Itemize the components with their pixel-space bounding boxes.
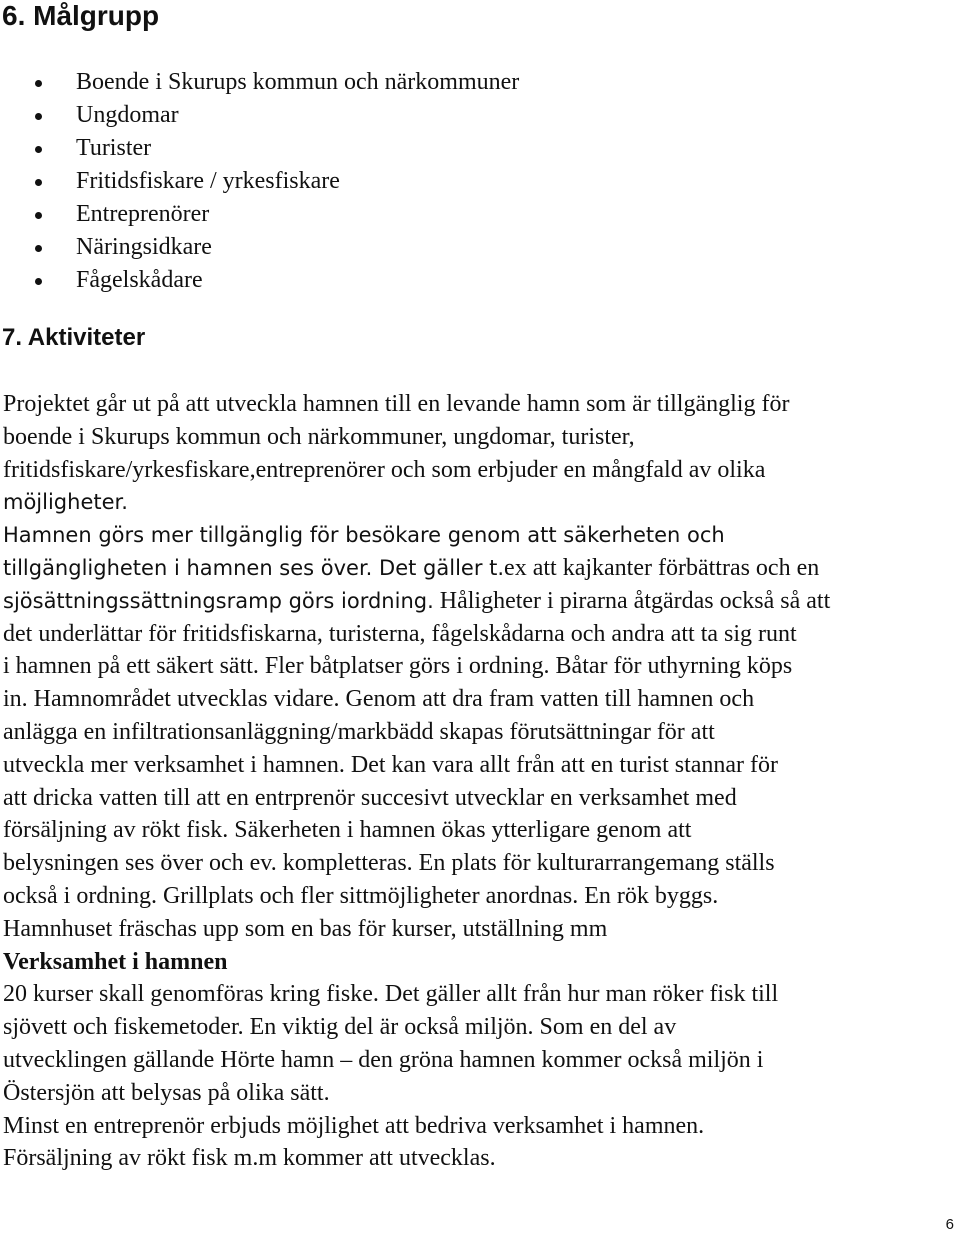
section-7-heading: 7. Aktiviteter	[2, 324, 146, 351]
text-line: in. Hamnområdet utvecklas vidare. Genom att dra fram vatten till hamnen och	[3, 686, 755, 713]
bullet-icon	[35, 80, 42, 87]
text-line: 20 kurser skall genomföras kring fiske. Det gäller allt från hur man röker fisk till	[3, 981, 779, 1008]
page-number: 6	[945, 1216, 954, 1233]
text-line: boende i Skurups kommun och närkommuner, ungdomar, turister,	[3, 423, 635, 450]
list-item: Ungdomar	[0, 99, 519, 132]
text-line: det underlättar för fritidsfiskarna, turisterna, fågelskådarna och andra att ta sig runt	[3, 620, 797, 647]
text-line: Hamnen görs mer tillgänglig för besökare genom att säkerheten och	[3, 523, 725, 548]
text-line: Försäljning av rökt fisk m.m kommer att utvecklas.	[3, 1145, 496, 1172]
text-fragment: Håligheter i pirarna åtgärdas också så att	[433, 587, 831, 614]
list-item: Boende i Skurups kommun och närkommuner	[0, 66, 519, 99]
list-item: Entreprenörer	[0, 198, 519, 231]
bullet-icon	[35, 212, 42, 219]
activities-body	[3, 388, 953, 1175]
text-line: Östersjön att belysas på olika sätt.	[3, 1079, 330, 1106]
list-item: Fågelskådare	[0, 264, 519, 297]
text-line	[3, 585, 953, 618]
text-line: utveckla mer verksamhet i hamnen. Det kan vara allt från att en turist stannar för	[3, 751, 779, 778]
text-line: anlägga en infiltrationsanläggning/markbädd skapas förutsättningar för att	[3, 718, 715, 745]
text-line: i hamnen på ett säkert sätt. Fler båtplatser görs i ordning. Båtar för uthyrning köps	[3, 653, 793, 680]
text-fragment: tillgängligheten i hamnen ses över. Det gäller t.	[3, 555, 505, 580]
bullet-icon	[35, 113, 42, 120]
text-line: att dricka vatten till att en entrprenör succesivt utvecklar en verksamhet med	[3, 784, 737, 811]
list-item: Fritidsfiskare / yrkesfiskare	[0, 165, 519, 198]
text-line: Minst en entreprenör erbjuds möjlighet att bedriva verksamhet i hamnen.	[3, 1112, 705, 1139]
text-line: möjligheter.	[3, 490, 128, 515]
list-item: Näringsidkare	[0, 231, 519, 264]
text-fragment: ex att kajkanter förbättras och en	[504, 554, 820, 581]
text-line: sjövett och fiskemetoder. En viktig del är också miljön. Som en del av	[3, 1014, 677, 1041]
bullet-icon	[35, 179, 42, 186]
text-line: Hamnhuset fräschas upp som en bas för kurser, utställning mm	[3, 915, 608, 942]
text-line: belysningen ses över och ev. kompletteras. En plats för kulturarrangemang ställs	[3, 850, 775, 877]
bullet-icon	[35, 245, 42, 252]
section-6-heading: 6. Målgrupp	[2, 0, 160, 31]
target-group-list	[0, 66, 519, 297]
text-line: försäljning av rökt fisk. Säkerheten i hamnen ökas ytterligare genom att	[3, 817, 692, 844]
list-item: Turister	[0, 132, 519, 165]
text-line	[3, 552, 953, 585]
text-fragment: sjösättningssättningsramp görs iordning.	[3, 588, 434, 613]
bullet-icon	[35, 146, 42, 153]
text-line: Projektet går ut på att utveckla hamnen till en levande hamn som är tillgänglig för	[3, 391, 790, 417]
text-line: också i ordning. Grillplats och fler sittmöjligheter anordnas. En rök byggs.	[3, 882, 719, 909]
text-line: fritidsfiskare/yrkesfiskare,entreprenörer och som erbjuder en mångfald av olika	[3, 456, 766, 483]
subheading-verksamhet: Verksamhet i hamnen	[3, 948, 228, 975]
text-line: utvecklingen gällande Hörte hamn – den gröna hamnen kommer också miljön i	[3, 1046, 764, 1073]
bullet-icon	[35, 278, 42, 285]
